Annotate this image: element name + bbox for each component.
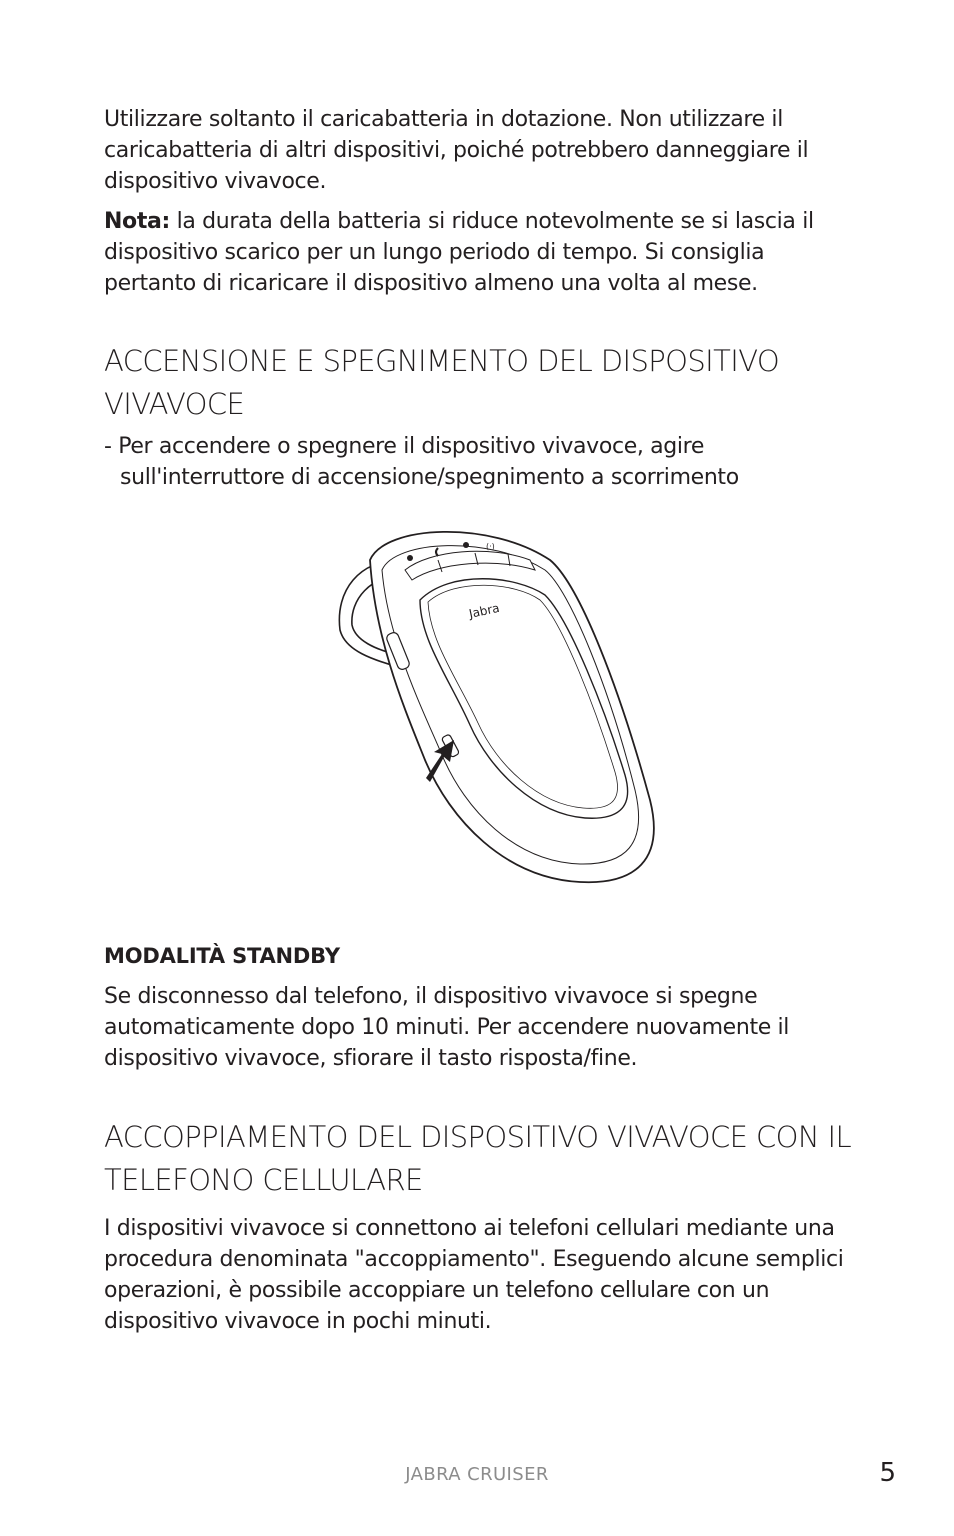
brand-logo: Jabra xyxy=(467,600,501,621)
section-pairing-title: ACCOPPIAMENTO DEL DISPOSITIVO VIVAVOCE CON IL TELEFONO CELLULARE xyxy=(104,1120,852,1197)
footer-product-name: JABRA CRUISER xyxy=(405,1464,549,1485)
power-instructions-list xyxy=(104,431,864,493)
speakerphone-illustration xyxy=(330,520,670,890)
battery-icon xyxy=(407,555,413,561)
bluetooth-icon xyxy=(463,542,469,548)
note-label: Nota: xyxy=(104,209,170,234)
section-power-title: ACCENSIONE E SPEGNIMENTO DEL DISPOSITIVO VIVAVOCE xyxy=(104,344,780,421)
section-standby-title: MODALITÀ STANDBY xyxy=(104,944,340,968)
note-paragraph xyxy=(104,206,844,299)
page-number: 5 xyxy=(879,1458,896,1488)
note-text: la durata della batteria si riduce notevolmente se si lascia il dispositivo scarico per un lungo periodo di tempo. Si consiglia pertanto di ricaricare il dispositivo almeno una volta al mese. xyxy=(104,209,814,296)
pairing-paragraph: I dispositivi vivavoce si connettono ai telefoni cellulari mediante una procedura denominata "accoppiamento". Eseguendo alcune semplici operazioni, è possibile accoppiare un telefono cellulare con un dispositivo vivavoce in pochi minuti. xyxy=(104,1216,844,1334)
intro-paragraph: Utilizzare soltanto il caricabatteria in dotazione. Non utilizzare il caricabatteria di altri dispositivi, poiché potrebbero danneggiare il dispositivo vivavoce. xyxy=(104,107,809,194)
signal-icon: (·) xyxy=(486,542,495,551)
standby-paragraph: Se disconnesso dal telefono, il dispositivo vivavoce si spegne automaticamente dopo 10 minuti. Per accendere nuovamente il dispositivo vivavoce, sfiorare il tasto risposta/fine. xyxy=(104,984,790,1071)
power-instruction-item: - Per accendere o spegnere il dispositivo vivavoce, agire sull'interruttore di accensione/spegnimento a scorrimento xyxy=(104,434,739,490)
